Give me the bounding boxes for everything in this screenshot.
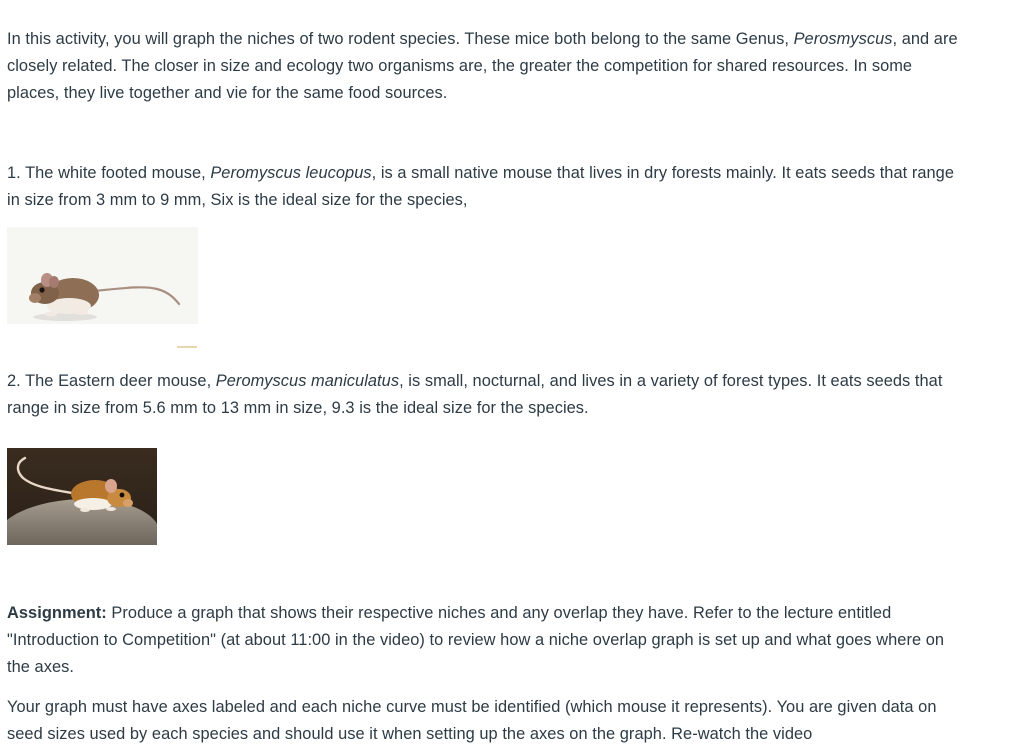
white-footed-mouse-image <box>7 227 198 324</box>
species-1-paragraph <box>7 160 967 214</box>
image-credit-mark <box>175 344 199 350</box>
species-1-prefix: 1. The white footed mouse, <box>7 164 211 182</box>
intro-text-2: , and are closely related. The closer in size and ecology two organisms are, the greater the competition for shared resources. In some places, they live together and vie for the same food sources. <box>7 30 958 102</box>
species-2-paragraph <box>7 368 967 422</box>
assignment-paragraph <box>7 600 967 681</box>
eastern-deer-mouse-image <box>7 448 157 545</box>
intro-paragraph <box>7 26 967 107</box>
species-1-description: , is a small native mouse that lives in dry forests mainly. It eats seeds that range in size from 3 mm to 9 mm, Six is the ideal size for the species, <box>7 164 955 209</box>
species-2-scientific-name: Peromyscus maniculatus <box>215 372 400 390</box>
species-2-prefix: 2. The Eastern deer mouse, <box>7 372 216 390</box>
requirements-paragraph: Your graph must have axes labeled and each niche curve must be identified (which mouse it represents). You are given data on seed sizes used by each species and should use it when setting up the axes on the graph. Re-watch the video <box>7 698 937 743</box>
species-1-scientific-name: Peromyscus leucopus <box>210 164 372 182</box>
genus-name: Perosmyscus <box>793 30 893 48</box>
assignment-label: Assignment: <box>7 604 107 622</box>
intro-text-1: In this activity, you will graph the niches of two rodent species. These mice both belong to the same Genus, <box>7 30 794 48</box>
assignment-text: Produce a graph that shows their respective niches and any overlap they have. Refer to the lecture entitled "Introduction to Competition" (at about 11:00 in the video) to review how a niche overlap graph is set up and what goes where on the axes. <box>7 604 945 676</box>
species-2-description: , is small, nocturnal, and lives in a variety of forest types. It eats seeds that range in size from 5.6 mm to 13 mm in size, 9.3 is the ideal size for the species. <box>7 372 943 417</box>
